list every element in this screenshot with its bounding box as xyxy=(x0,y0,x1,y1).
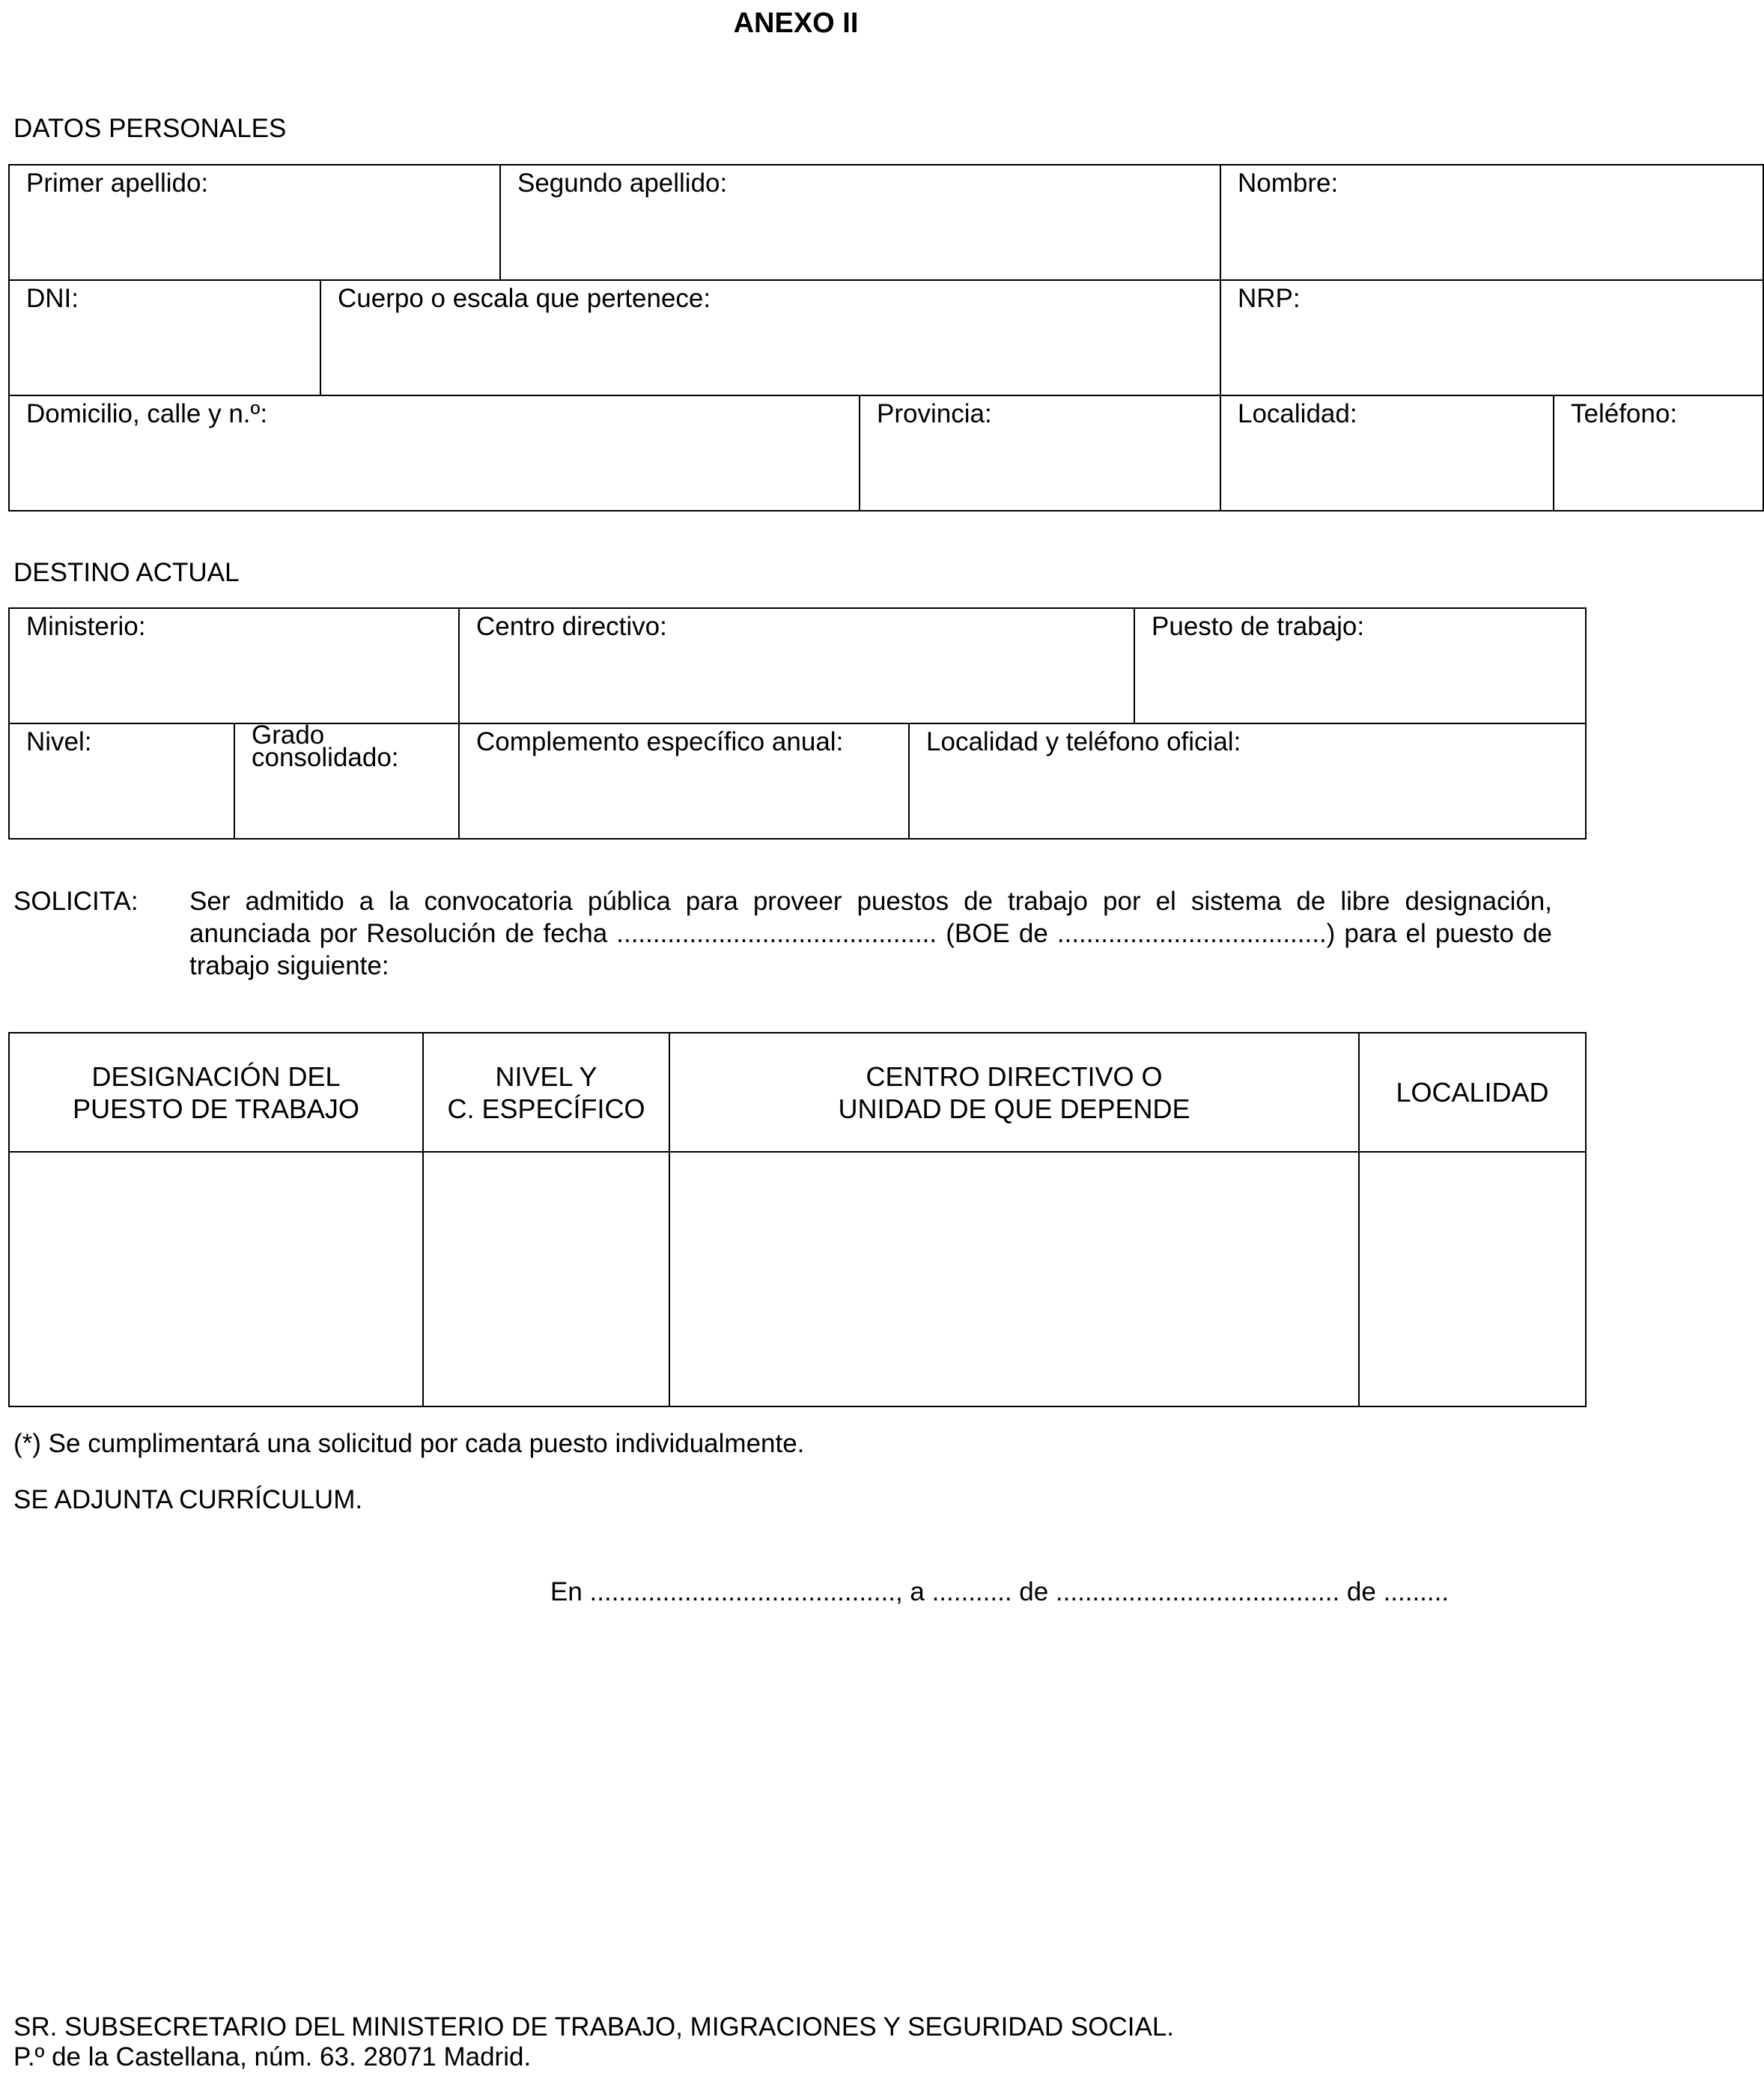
solicita-text: Ser admitido a la convocatoria pública para proveer puestos de trabajo por el sistema de libre designación, anunciada por Resolución de fecha ............................................ (BOE de .....................................) para el puesto de trabajo siguiente: xyxy=(189,887,1552,980)
document-title: ANEXO II xyxy=(733,7,859,39)
header-nivel-line2: C. ESPECÍFICO xyxy=(447,1093,645,1124)
header-nivel-line1: NIVEL Y xyxy=(495,1060,597,1092)
header-designacion-line2: PUESTO DE TRABAJO xyxy=(73,1093,359,1124)
dni-field[interactable]: DNI: xyxy=(9,280,320,395)
ministerio-field[interactable]: Ministerio: xyxy=(9,608,459,723)
puestos-table xyxy=(8,1032,1587,1407)
datos-personales-heading: DATOS PERSONALES xyxy=(13,114,287,143)
header-localidad xyxy=(1359,1033,1586,1152)
header-localidad-line1: LOCALIDAD xyxy=(1396,1077,1549,1108)
destino-actual-table xyxy=(8,607,1587,840)
header-nivel xyxy=(423,1033,669,1152)
provincia-field[interactable]: Provincia: xyxy=(860,395,1220,511)
designacion-cell[interactable] xyxy=(9,1152,423,1406)
adjunta-curriculum: SE ADJUNTA CURRÍCULUM. xyxy=(13,1485,363,1514)
nrp-field[interactable]: NRP: xyxy=(1220,280,1763,395)
header-centro-line2: UNIDAD DE QUE DEPENDE xyxy=(838,1093,1190,1124)
centro-directivo-cell[interactable] xyxy=(669,1152,1359,1406)
centro-directivo-field[interactable]: Centro directivo: xyxy=(459,608,1134,723)
datos-personales-table xyxy=(8,164,1764,512)
complemento-especifico-field[interactable]: Complemento específico anual: xyxy=(459,723,909,839)
localidad-telefono-oficial-field[interactable]: Localidad y teléfono oficial: xyxy=(909,723,1586,839)
addressee-line2: P.º de la Castellana, núm. 63. 28071 Madrid. xyxy=(13,2042,532,2072)
localidad-field[interactable]: Localidad: xyxy=(1220,395,1554,511)
nivel-field[interactable]: Nivel: xyxy=(9,723,234,839)
header-designacion-line1: DESIGNACIÓN DEL xyxy=(91,1060,341,1092)
domicilio-field[interactable]: Domicilio, calle y n.º: xyxy=(9,395,860,511)
destino-actual-heading: DESTINO ACTUAL xyxy=(13,558,240,587)
header-designacion xyxy=(9,1033,423,1152)
nombre-field[interactable]: Nombre: xyxy=(1220,165,1763,280)
localidad-cell[interactable] xyxy=(1359,1152,1586,1406)
solicita-label: SOLICITA: xyxy=(13,887,139,916)
segundo-apellido-field[interactable]: Segundo apellido: xyxy=(500,165,1220,280)
grado-consolidado-field[interactable]: Grado consolidado: xyxy=(234,723,459,839)
addressee-line1: SR. SUBSECRETARIO DEL MINISTERIO DE TRABAJO, MIGRACIONES Y SEGURIDAD SOCIAL. xyxy=(13,2012,1175,2042)
nivel-especifico-cell[interactable] xyxy=(423,1152,669,1406)
primer-apellido-field[interactable]: Primer apellido: xyxy=(9,165,500,280)
header-centro-directivo xyxy=(669,1033,1359,1152)
header-centro-line1: CENTRO DIRECTIVO O xyxy=(866,1060,1163,1092)
footnote: (*) Se cumplimentará una solicitud por cada puesto individualmente. xyxy=(13,1429,805,1458)
cuerpo-escala-field[interactable]: Cuerpo o escala que pertenece: xyxy=(320,280,1220,395)
telefono-field[interactable]: Teléfono: xyxy=(1554,395,1763,511)
puesto-trabajo-field[interactable]: Puesto de trabajo: xyxy=(1134,608,1586,723)
date-line: En .........................................., a ........... de ....................................... de ......... xyxy=(550,1577,1450,1606)
